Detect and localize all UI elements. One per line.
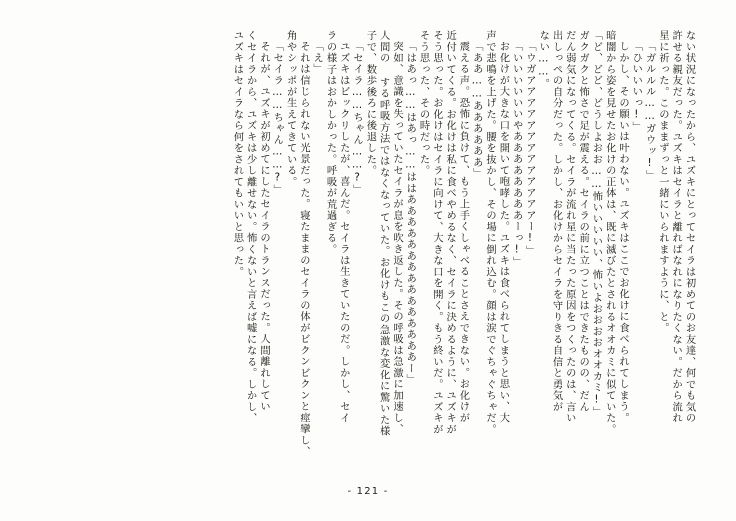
text-column: ガクガクと怖さで足が震える。セイラの前に立つことはできたものの、だん bbox=[577, 30, 590, 413]
text-column: 暗闇から姿を見せたお化けの正体は、既に滅びたとされるオオカミに似ていた。 bbox=[603, 30, 616, 435]
text-column: お化けが大きな口を開いて咆哮した。ユズキは食べられてしまうと思い、大 bbox=[497, 41, 510, 424]
text-column: それが、ユズキが初めてにしたセイラのトランスだった。人間離れしてい bbox=[258, 41, 270, 413]
text-column: ユズキはセイラなら何をされてもいいと思った。 bbox=[231, 30, 244, 278]
text-column: 近付いてくる。お化けは私に食べやめるなく、セイラに決めるように、ユズキが bbox=[444, 30, 457, 435]
text-column: 「はあっ……はあっ……ははあああああああああああああああー」 bbox=[404, 41, 417, 386]
text-column: 震える声。恐怖に負けて、もう上手くしゃべることさえできない。お化けが bbox=[457, 41, 470, 424]
text-column: 「ああ……ああああああ」 bbox=[470, 41, 483, 180]
text-column: 「ど、どど、どうしよおお……怖いいいいい、怖いよおおおおオオカミ!」 bbox=[590, 30, 603, 418]
text-column: 「セイラ……ちゃん……?」 bbox=[271, 41, 284, 196]
text-column: そう思った。お化けはセイラに向けて、大きな口を開く。もう終いだ。ユズキが bbox=[430, 30, 443, 435]
text-column: しかし、その願いは叶わない。ユズキはここでお化けに食べられてしまう。 bbox=[617, 41, 630, 424]
text-column: 子で、数歩後ろに後退した。 bbox=[364, 30, 377, 177]
text-column: ラの様子はおかしかった。呼吸が荒過ぎる。 bbox=[324, 30, 337, 255]
page-number: - 121 - bbox=[347, 486, 389, 497]
text-column: 「ひいいいっ!」 bbox=[630, 41, 643, 133]
text-column: 「セイラ……ちゃん……?」 bbox=[351, 41, 364, 196]
text-column: 人間の する呼吸方法ではなくなっていた。お化けもこの急激な変化に驚いた様 bbox=[377, 30, 390, 437]
text-column: ユズキはビックリしたが、喜んだ。セイラは生きていたのだ。しかし、セイ bbox=[337, 41, 350, 424]
text-column: 出しっぺの自分だった。しかし、お化けからセイラを守りきる自信と勇気が bbox=[550, 30, 563, 413]
text-column: 突如、意識を失っていたセイラが息を吹き返した。その呼吸は急激に加速し、 bbox=[390, 41, 403, 435]
text-column: 「え」 bbox=[311, 41, 324, 75]
text-column: くセイラから、ユズキは少し離せない。怖くないと言えば嘘になる。しかし、 bbox=[244, 30, 257, 424]
text-column: 角やシッポが生えてきている。 bbox=[284, 30, 297, 188]
text-column: ない……。 bbox=[537, 30, 550, 90]
text-column: 「いいいいいいやああああああああーっ!」 bbox=[510, 41, 523, 268]
text-column: それは信じられない光景だった。寝たままのセイラの体がビクンビクンと痙攣し、 bbox=[297, 41, 310, 458]
text-column: 星に祈った。このままずっと一緒にいられますように、と。 bbox=[656, 30, 669, 334]
text-column: だん弱気になってくる。セイラが流れ星に当たった原因をつくったのは、言い bbox=[563, 30, 576, 424]
text-column: そう思った、その時だった。 bbox=[417, 30, 430, 177]
text-column: 「ウガアアアアアアアアアアアアアー!」 bbox=[523, 41, 536, 257]
text-column: 声で悲鳴を上げた。腰を抜かし、その場に倒れ込む。顔は涙でぐちゃぐちゃだ。 bbox=[484, 30, 497, 435]
vertical-text-body bbox=[38, 30, 696, 469]
text-column: 許せる親友だった。ユズキはセイラと離ればなれになりたくない。だから流れ bbox=[670, 30, 683, 424]
text-column: 「ガルルル……ガウッ!」 bbox=[643, 41, 656, 182]
text-column: ない状況になったから、ユズキにとってセイラは初めてのお友達、何でも気の bbox=[683, 30, 696, 424]
